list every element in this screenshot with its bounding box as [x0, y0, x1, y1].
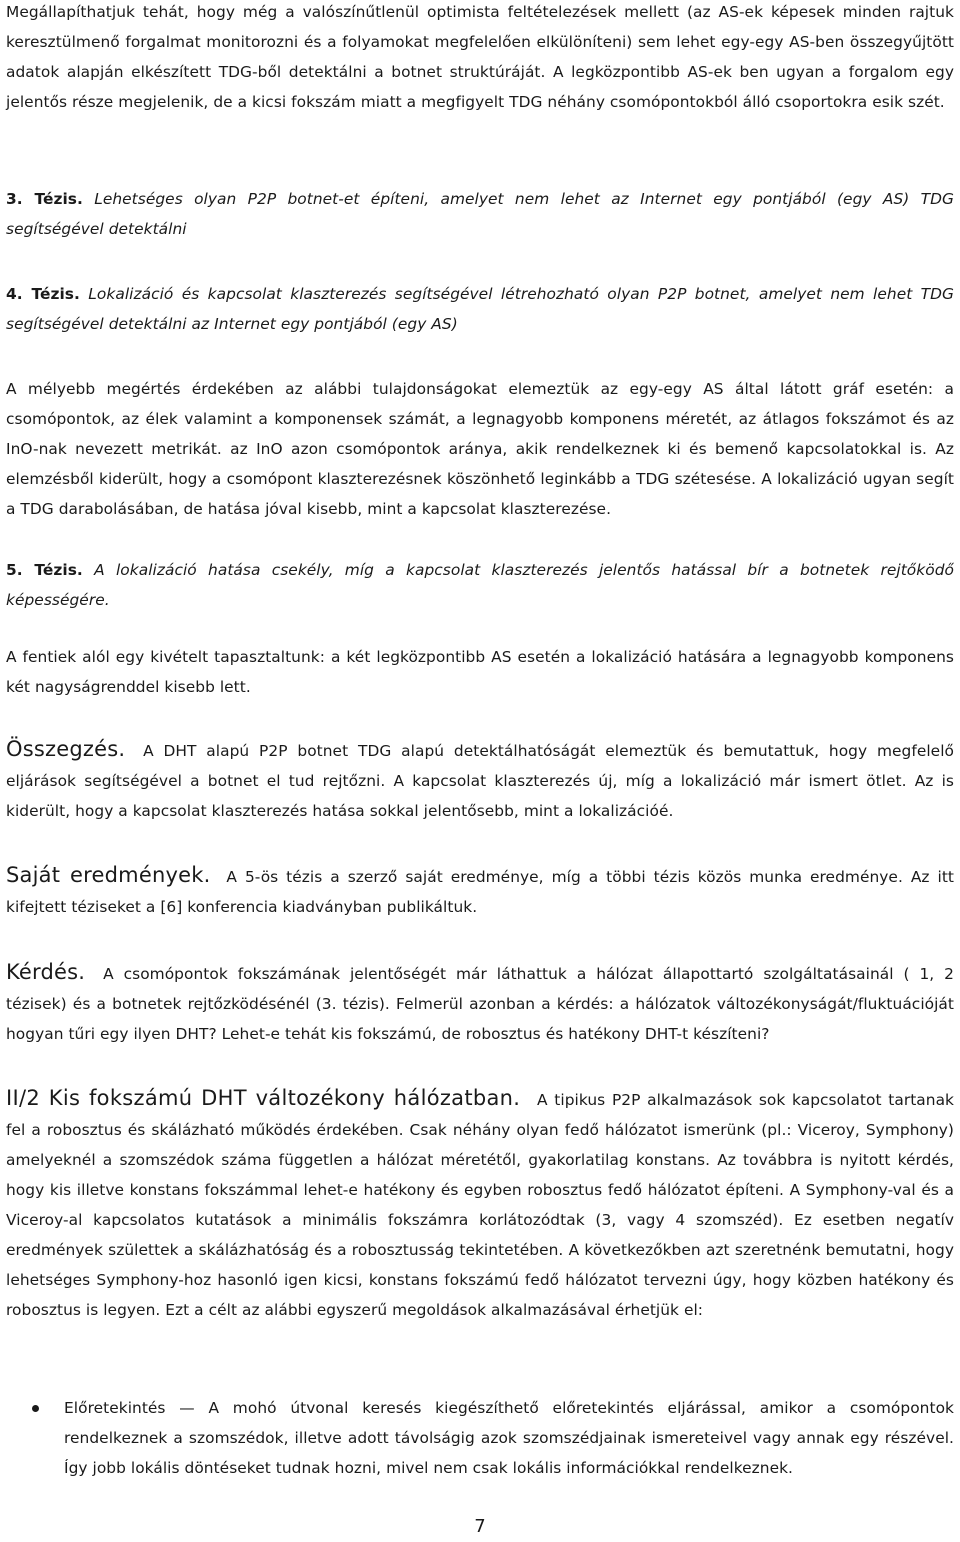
own-results-heading: Saját eredmények. — [6, 863, 211, 887]
thesis-3-text: Lehetséges olyan P2P botnet-et építeni, amelyet nem lehet az Internet egy pontjából (egy AS) TDG segítségével detektálni — [6, 190, 954, 238]
document-page — [6, 0, 954, 1538]
list-item — [6, 1393, 954, 1483]
thesis-5-label: 5. Tézis. — [6, 561, 83, 579]
thesis-4-text: Lokalizáció és kapcsolat klaszterezés segítségével létrehozható olyan P2P botnet, amelyet nem lehet TDG segítségével detektálni az Internet egy pontjából (egy AS) — [6, 285, 954, 333]
thesis-4-label: 4. Tézis. — [6, 285, 80, 303]
question-paragraph — [6, 957, 954, 1049]
thesis-5 — [6, 555, 954, 615]
own-results-text: A 5-ös tézis a szerző saját eredménye, míg a többi tézis közös munka eredménye. Az itt kifejtett téziseket a [6] konferencia kiadványban publikáltuk. — [6, 868, 955, 916]
section-heading: II/2 Kis fokszámú DHT változékony hálózatban. — [6, 1086, 521, 1110]
summary-text: A DHT alapú P2P botnet TDG alapú detektálhatóságát elemeztük és bemutattuk, hogy megfelelő eljárások segítségével a botnet el tud rejtőzni. A kapcsolat klaszterezés új, míg a lokalizáció már ismert ötlet. Az is kiderült, hogy a kapcsolat klaszterezés hatása sokkal jelentősebb, mint a lokalizációé. — [6, 742, 954, 820]
thesis-4 — [6, 279, 954, 339]
section-text: A tipikus P2P alkalmazások sok kapcsolatot tartanak fel a robosztus és skálázható működés érdekében. Csak néhány olyan fedő hálózatot ismerünk (pl.: Viceroy, Symphony) amelyeknél a szomszédok száma független a hálózat méretétől, gyakorlatilag konstans. Az továbbra is nyitott kérdés, hogy kis illetve konstans fokszámmal lehet-e hatékony és egyben robosztus fedő hálózatot építeni. A Symphony-val és a Viceroy-al kapcsolatos kutatások a minimális fokszámra korlátozódtak (3, vagy 4 szomszéd). Ez esetben negatív eredmények születtek a skálázhatóság és a robosztusság tekintetében. A következőkben azt szeretnénk bemutatni, hogy lehetséges Symphony-hoz hasonló igen kicsi, konstans fokszámú fedő hálózatot tervezni úgy, hogy közben hatékony és robosztus is legyen. Ezt a célt az alábbi egyszerű megoldások alkalmazásával érhetjük el: — [6, 1091, 955, 1319]
summary-heading: Összegzés. — [6, 737, 126, 761]
analysis-paragraph: A mélyebb megértés érdekében az alábbi tulajdonságokat elemeztük az egy-egy AS által látott gráf esetén: a csomópontok, az élek valamint a komponensek számát, a legnagyobb komponens méretét, az átlagos fokszámot és az InO-nak nevezett metrikát. az InO azon csomópontok aránya, akik rendelkeznek ki és bemenő kapcsolatokkal is. Az elemzésből kiderült, hogy a csomópont klaszterezésnek köszönhető leginkább a TDG szétesése. A lokalizáció ugyan segít a TDG darabolásában, de hatása jóval kisebb, mint a kapcsolat klaszterezése. — [6, 380, 954, 518]
summary-paragraph — [6, 734, 954, 826]
thesis-5-text: A lokalizáció hatása csekély, míg a kapcsolat klaszterezés jelentős hatással bír a botnetek rejtőködő képességére. — [6, 561, 954, 609]
exception-paragraph: A fentiek alól egy kivételt tapasztaltunk: a két legközpontibb AS esetén a lokalizáció hatására a legnagyobb komponens két nagyságrenddel kisebb lett. — [6, 648, 954, 696]
bullet-list — [6, 1393, 954, 1483]
section-paragraph — [6, 1083, 954, 1325]
page-number: 7 — [474, 1516, 486, 1537]
question-text: A csomópontok fokszámának jelentőségét már láthattuk a hálózat állapottartó szolgáltatásainál ( 1, 2 tézisek) és a botnetek rejtőzködésénél (3. tézis). Felmerül azonban a kérdés: a hálózatok változékonyságát/fluktuációját hogyan tűri egy ilyen DHT? Lehet-e tehát kis fokszámú, de robosztus és hatékony DHT-t készíteni? — [6, 965, 955, 1043]
bullet-text: Előretekintés — A mohó útvonal keresés kiegészíthető előretekintés eljárással, amikor a csomópontok rendelkeznek a szomszédok, illetve adott távolságig azok szomszédjainak ismereteivel vagy annak egy részével. Így jobb lokális döntéseket tudnak hozni, mivel nem csak lokális információkkal rendelkeznek. — [64, 1399, 954, 1477]
intro-paragraph: Megállapíthatjuk tehát, hogy még a valószínűtlenül optimista feltételezések mellett (az AS-ek képesek minden rajtuk keresztülmenő forgalmat monitorozni és a folyamokat megfelelően elkülöníteni) sem lehet egy-egy AS-ben összegyűjtött adatok alapján elkészített TDG-ből detektálni a botnet struktúráját. A legközpontibb AS-ek ben ugyan a forgalom egy jelentős része megjelenik, de a kicsi fokszám miatt a megfigyelt TDG néhány csomópontokból álló csoportokra esik szét. — [6, 3, 954, 111]
bullet-icon — [32, 1405, 39, 1412]
own-results-paragraph — [6, 860, 954, 922]
thesis-3 — [6, 184, 954, 244]
question-heading: Kérdés. — [6, 960, 86, 984]
thesis-3-label: 3. Tézis. — [6, 190, 83, 208]
